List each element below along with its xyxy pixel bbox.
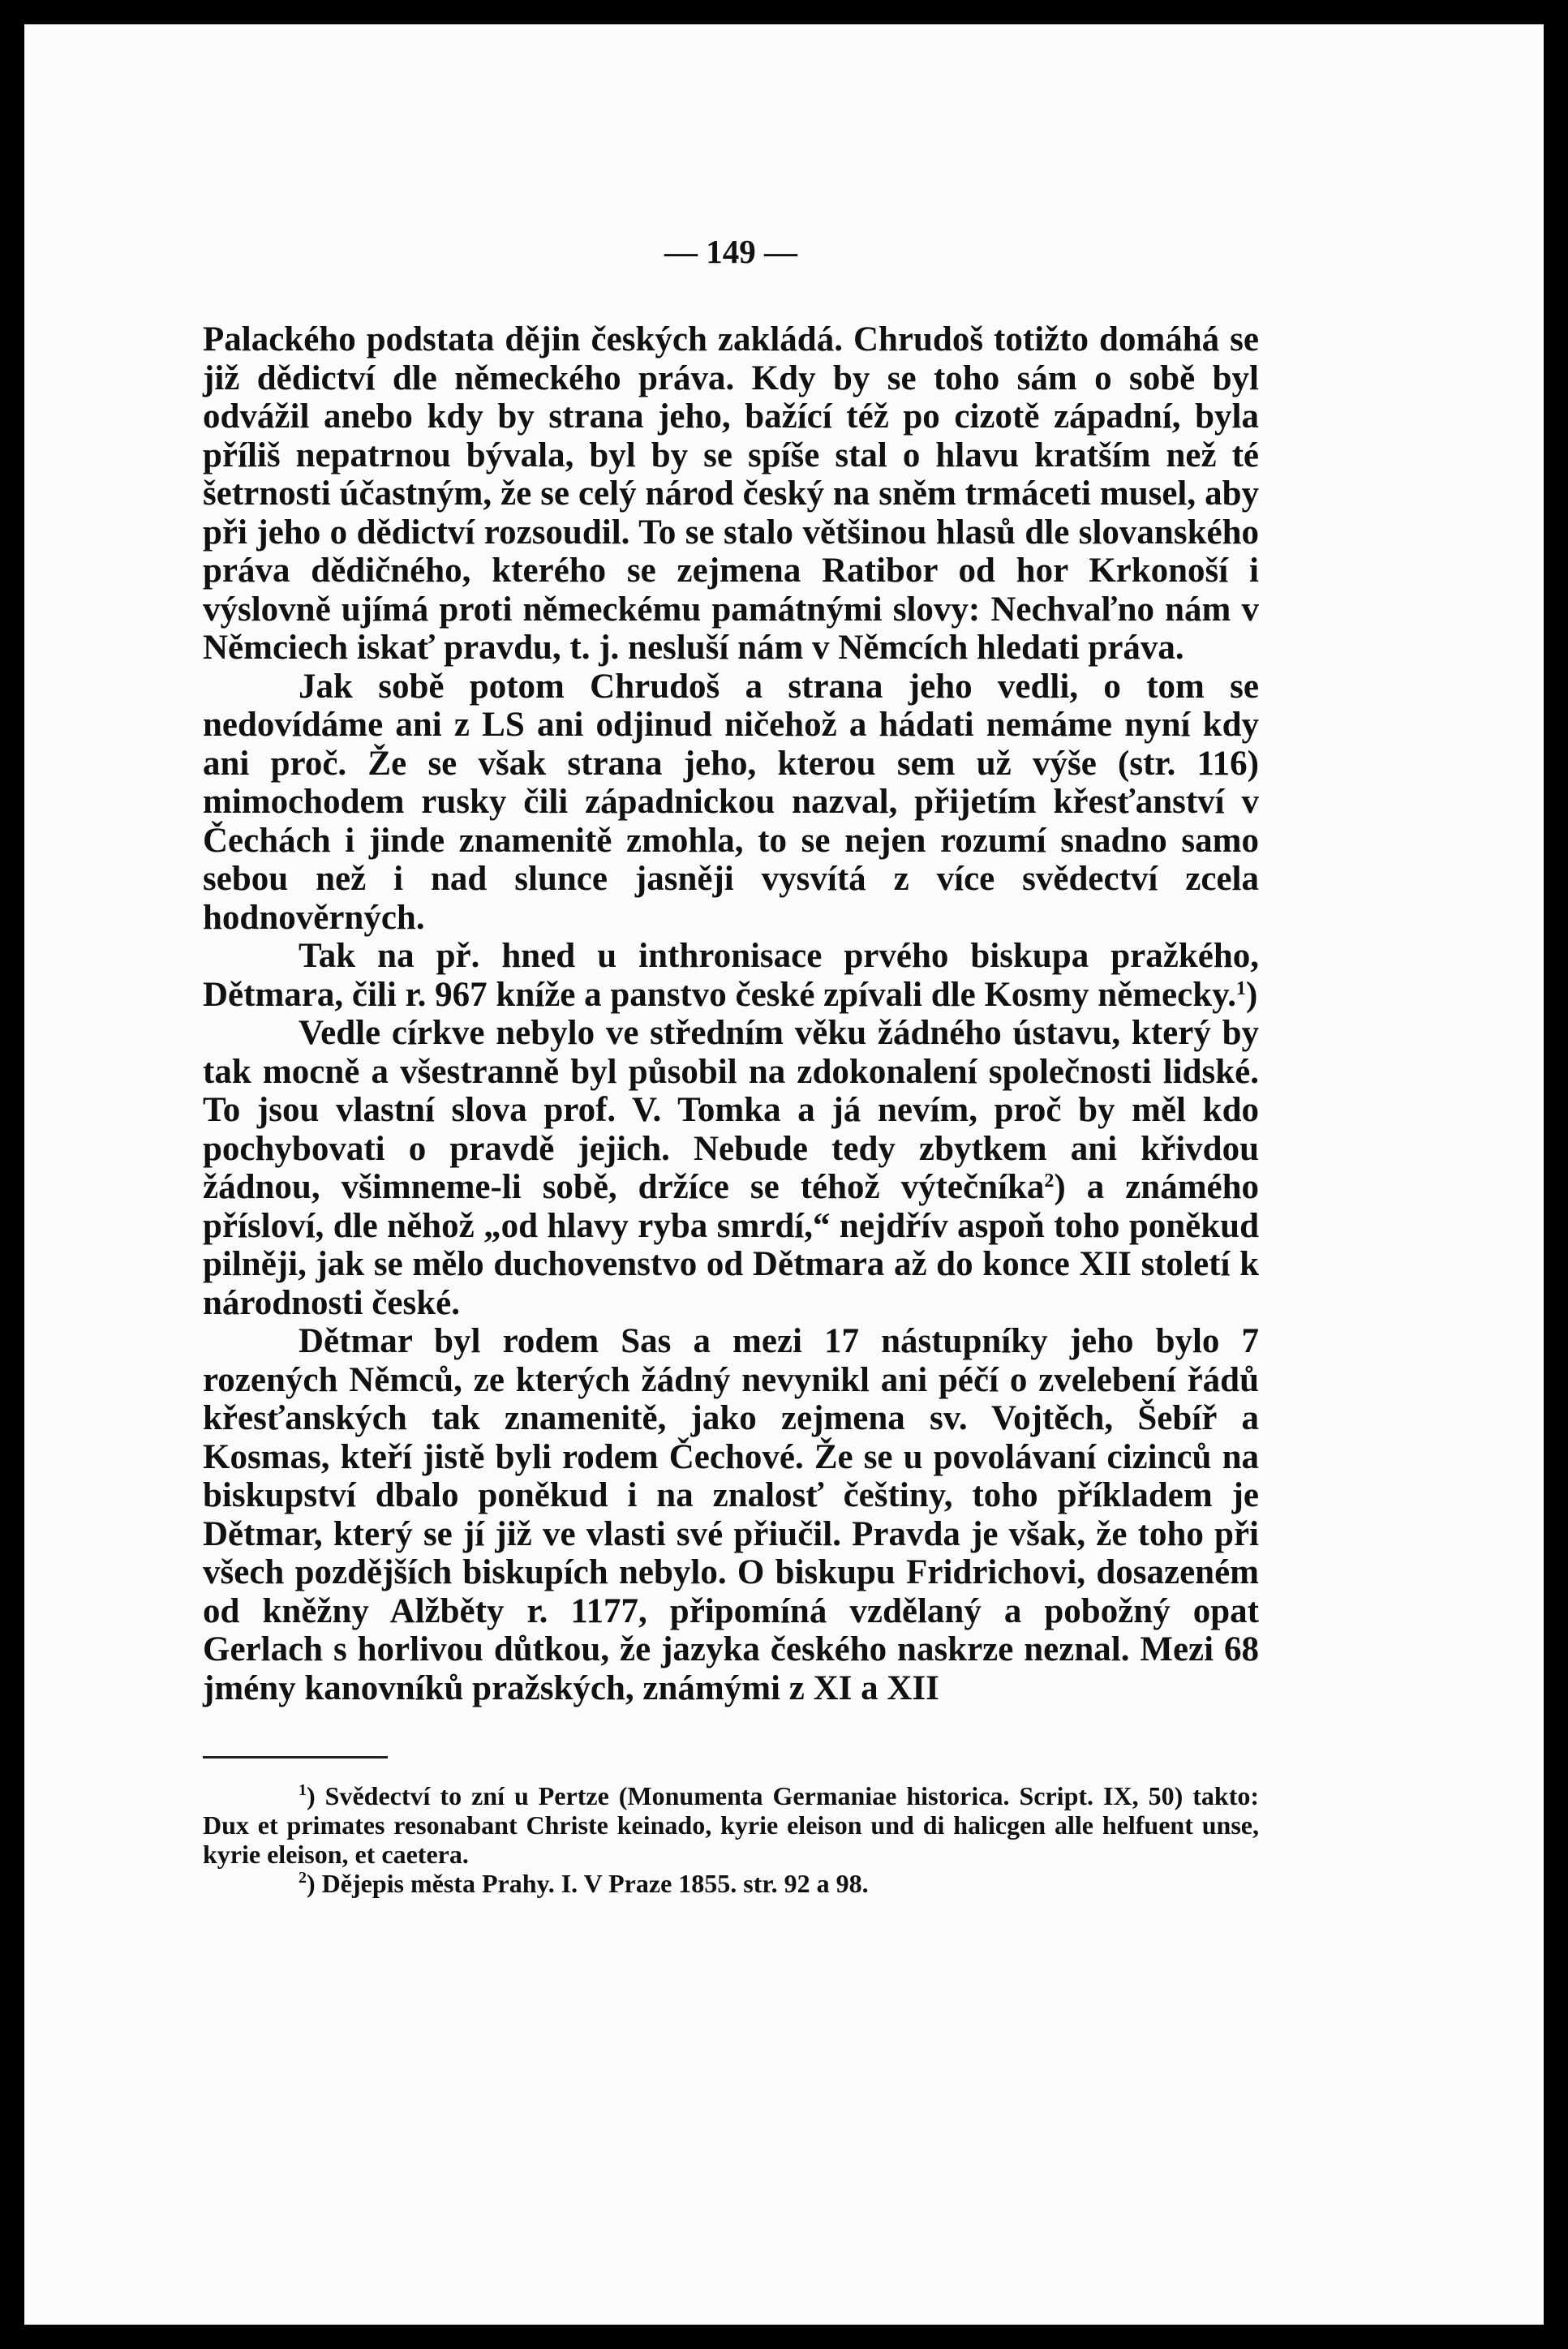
paragraph-5 xyxy=(203,1322,1259,1707)
paragraph-text: Palackého podstata dějin českých zakládá. Chrudoš totižto domáhá se již dědictví dle německého práva. Kdy by se toho sám o sobě byl odvážil anebo kdy by strana jeho, bažící též po cizotě západní, byla příliš nepatrnou bývala, byl by se spíše stal o hlavu kratším než té šetrnosti účastným, že se celý národ český na sněm trmáceti musel, aby při jeho o dědictví rozsoudil. To se stalo většinou hlasů dle slovanského práva dědičného, kterého se zejmena Ratibor od hor Krkonoší i výslovně ujímá proti německému památnými slovy: Nechvaľno nám v Němciech iskať pravdu, t. j. nesluší nám v Němcích hledati práva. xyxy=(203,320,1259,667)
footnote-text: ) Svědectví to zní u Pertze (Monumenta Germaniae historica. Script. IX, 50) takto: Dux et primates resonabant Christe keinado, kyrie eleison und di halicgen alle helfuent unse, kyrie eleison, et caetera. xyxy=(203,1781,1259,1869)
paragraph-text: Vedle církve nebylo ve středním věku žádného ústavu, který by tak mocně a všestranně byl působil na zdokonalení společnosti lidské. To jsou vlastní slova prof. V. Tomka a já nevím, proč by měl kdo pochybovati o pravdě jejich. Nebude tedy zbytkem ani křivdou žádnou, všimneme-li sobě, držíce se téhož výtečníka xyxy=(203,1014,1259,1206)
paragraph-text: Dětmar byl rodem Sas a mezi 17 nástupníky jeho bylo 7 rozených Němců, ze kterých žádný nevynikl ani péčí o zvelebení řádů křesťanských tak znamenitě, jako zejmena sv. Vojtěch, Šebíř a Kosmas, kteří jistě byli rodem Čechové. Že se u povolávaní cizinců na biskupství dbalo poněkud i na znalosť češtiny, toho příkladem je Dětmar, který se jí již ve vlasti své přiučil. Pravda je však, že toho při všech pozdějších biskupích nebylo. O biskupu Fridrichovi, dosazeném od kněžny Alžběty r. 1177, připomíná vzdělaný a pobožný opat Gerlach s horlivou důtkou, že jazyka českého naskrze neznal. Mezi 68 jmény kanovníků pražských, známými z XI a XII xyxy=(203,1322,1259,1707)
page-number: — 149 — xyxy=(664,233,797,270)
footnote-separator xyxy=(203,1756,388,1759)
page-content xyxy=(203,227,1259,1898)
paragraph-1 xyxy=(203,320,1259,668)
footnote-mark: 2 xyxy=(299,1869,307,1887)
book-page xyxy=(24,24,1544,2325)
footnote-reference: 2 xyxy=(1044,1170,1055,1192)
paragraph-2 xyxy=(203,668,1259,938)
footnote-1 xyxy=(203,1781,1259,1869)
paragraph-text: Jak sobě potom Chrudoš a strana jeho vedli, o tom se nedovídáme ani z LS ani odjinud ničehož a hádati nemáme nyní kdy ani proč. Že se však strana jeho, kterou sem už výše (str. 116) mimochodem rusky čili západnickou nazval, přijetím křesťanství v Čechách i jinde znamenitě zmohla, to se nejen rozumí snadno samo sebou než i nad slunce jasněji vysvítá z více svědectví zcela hodnověrných. xyxy=(203,667,1259,937)
footnote-text: ) Dějepis města Prahy. I. V Praze 1855. str. 92 a 98. xyxy=(307,1869,869,1898)
paragraph-4 xyxy=(203,1014,1259,1322)
paragraph-text-after: ) a známého přísloví, dle něhož „od hlavy ryba smrdí,“ nejdřív aspoň toho poněkud pilněji, jak se mělo duchovenstvo od Dětmara až do konce XII století k národnosti české. xyxy=(203,1168,1260,1322)
footnote-mark: 1 xyxy=(299,1781,307,1799)
paragraph-3 xyxy=(203,937,1259,1014)
paragraph-text: Tak na př. hned u inthronisace prvého biskupa pražkého, Dětmara, čili r. 967 kníže a panstvo české zpívali dle Kosmy německy. xyxy=(203,937,1259,1014)
footnote-reference: 1 xyxy=(1235,977,1246,999)
footnote-2 xyxy=(203,1869,1259,1898)
paragraph-text-after: ) xyxy=(1245,975,1258,1014)
